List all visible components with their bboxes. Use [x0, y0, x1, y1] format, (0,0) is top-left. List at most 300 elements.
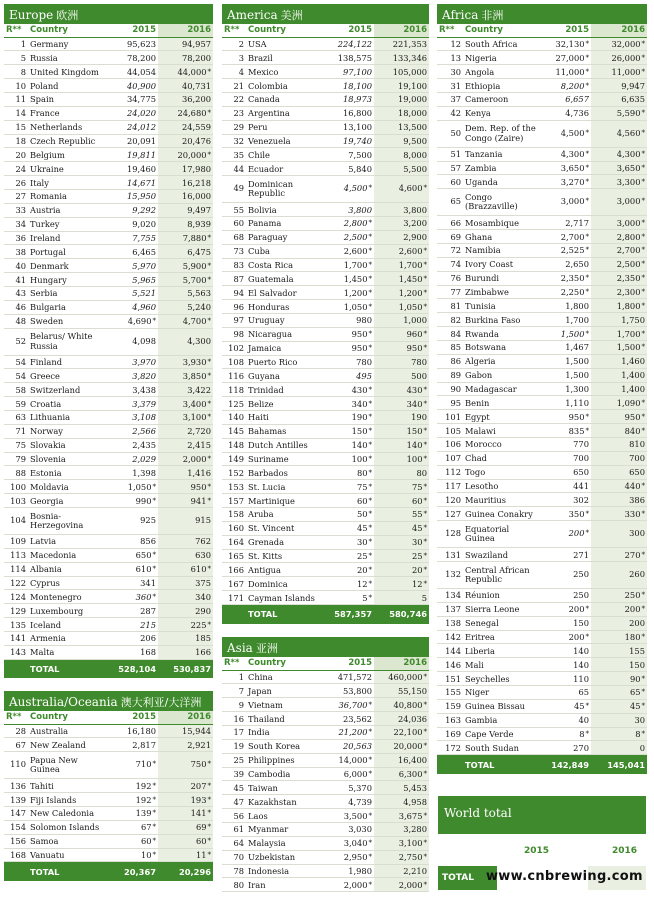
country-cell-text: Bahamas — [248, 426, 287, 437]
value-2016-cell-text: 19,100 — [397, 80, 427, 91]
estimate-asterisk: * — [207, 620, 211, 629]
estimate-asterisk: * — [152, 795, 156, 804]
estimate-asterisk: * — [423, 385, 427, 394]
table-row — [437, 79, 647, 93]
value-2015-cell — [541, 79, 591, 93]
value-2015-cell — [108, 65, 158, 79]
value-2015-cell — [541, 65, 591, 79]
rank-cell — [222, 795, 246, 809]
value-2016-cell — [591, 644, 647, 658]
value-2016-cell — [591, 562, 647, 589]
rank-cell-text: 128 — [445, 528, 461, 539]
country-cell — [28, 779, 108, 793]
value-2015-cell-text: 60 — [140, 836, 152, 847]
country-cell — [463, 686, 541, 700]
value-2015-cell-text: 1,980 — [348, 865, 372, 876]
rank-cell — [222, 244, 246, 258]
value-2015-cell — [108, 162, 158, 176]
country-cell-text: Slovakia — [30, 440, 66, 451]
country-cell-text: Zimbabwe — [465, 286, 509, 297]
value-2015-cell-text: 1,050 — [127, 481, 152, 492]
table-row — [222, 65, 429, 79]
value-2015-cell-text: 950 — [351, 343, 368, 354]
country-cell-text: Argentina — [248, 108, 290, 119]
rank-cell-text: 110 — [10, 759, 26, 770]
country-cell-text: Haiti — [248, 412, 269, 423]
value-2015-cell — [108, 273, 158, 287]
rank-cell — [4, 535, 28, 549]
country-cell — [246, 410, 324, 424]
country-cell — [28, 328, 108, 355]
rank-cell — [222, 822, 246, 836]
country-cell — [28, 632, 108, 646]
value-2016-cell-text: 15,944 — [181, 725, 211, 736]
value-2016-cell — [158, 618, 213, 632]
rank-cell — [437, 327, 463, 341]
rank-cell-text: 134 — [445, 590, 461, 601]
country-cell — [246, 424, 324, 438]
estimate-asterisk: * — [368, 247, 372, 256]
value-2016-cell-text: 2,210 — [403, 865, 427, 876]
rank-cell — [437, 602, 463, 616]
country-cell-text: Nigeria — [465, 52, 497, 63]
rank-cell-text: 88 — [15, 467, 26, 478]
rank-cell-text: 122 — [10, 578, 26, 588]
value-2016-cell-text: 3,000 — [616, 217, 641, 228]
value-2016-cell — [158, 410, 213, 424]
country-cell-text: Malawi — [465, 425, 496, 436]
rank-cell — [4, 217, 28, 231]
rank-cell — [437, 106, 463, 120]
rank-cell — [437, 120, 463, 147]
country-cell — [246, 397, 324, 411]
value-2016-cell-text: 185 — [195, 633, 211, 644]
table-row — [437, 257, 647, 271]
country-cell — [463, 285, 541, 299]
estimate-asterisk: * — [368, 454, 372, 463]
country-cell-text: Peru — [248, 122, 268, 133]
country-cell-text: Malaysia — [248, 838, 286, 849]
estimate-asterisk: * — [641, 605, 645, 614]
estimate-asterisk: * — [207, 233, 211, 242]
rank-cell-text: 61 — [233, 824, 244, 835]
estimate-asterisk: * — [207, 454, 211, 463]
rank-cell-text: 8 — [20, 66, 26, 77]
country-cell — [463, 216, 541, 230]
value-2015-cell-text: 44,054 — [126, 66, 156, 77]
table-row — [437, 230, 647, 244]
value-2016-cell — [591, 51, 647, 65]
rank-cell — [4, 410, 28, 424]
value-2015-cell — [108, 452, 158, 466]
value-2016-cell — [591, 271, 647, 285]
table-row — [4, 494, 213, 508]
value-2016-cell — [374, 216, 429, 230]
value-2015-cell — [324, 739, 374, 753]
table-row — [4, 79, 213, 93]
value-2016-cell-text: 4,300 — [187, 335, 211, 346]
estimate-asterisk: * — [423, 672, 427, 681]
rank-cell — [222, 383, 246, 397]
country-cell-text: Norway — [30, 426, 63, 437]
country-cell — [246, 878, 324, 892]
value-2015-cell — [324, 286, 374, 300]
value-2016-cell-text: 340 — [406, 398, 423, 409]
value-2015-cell — [324, 383, 374, 397]
value-2016-cell — [591, 230, 647, 244]
table-row — [437, 340, 647, 354]
value-2015-cell-text: 75 — [356, 481, 368, 492]
country-cell-text: South Africa — [465, 38, 518, 49]
country-cell — [246, 452, 324, 466]
country-cell-text: Gabon — [465, 370, 493, 381]
value-2015-cell-text: 192 — [135, 780, 152, 791]
value-2016-cell — [374, 369, 429, 383]
rank-cell — [222, 341, 246, 355]
value-2016-cell-text: 1,200 — [398, 287, 423, 298]
value-2016-cell — [591, 602, 647, 616]
europe-header — [4, 4, 213, 24]
rank-cell-text: 41 — [15, 274, 26, 285]
total-label-text: TOTAL — [30, 866, 60, 877]
value-2015-cell-text: 20,563 — [342, 741, 372, 752]
country-cell-text: Ghana — [465, 231, 493, 242]
table-row — [4, 632, 213, 646]
table-row — [437, 92, 647, 106]
rank-cell-text: 14 — [15, 108, 26, 119]
value-2016-cell-text: 3,300 — [616, 176, 641, 187]
value-2016-cell-text: 166 — [195, 647, 211, 658]
value-2016-cell — [374, 577, 429, 591]
value-2015-cell-text: 350 — [568, 508, 585, 519]
country-cell-text: Indonesia — [248, 865, 290, 876]
table-row — [4, 480, 213, 494]
country-cell — [463, 521, 541, 548]
rank-cell-text: 47 — [233, 796, 244, 807]
value-2015-cell — [324, 535, 374, 549]
country-cell-text: Honduras — [248, 301, 290, 312]
table-row — [4, 369, 213, 383]
country-cell — [463, 161, 541, 175]
table-row — [4, 328, 213, 355]
value-2016-cell-text: 3,850 — [182, 370, 207, 381]
value-2016-cell-text: 11,000 — [611, 66, 641, 77]
rank-cell-text: 142 — [445, 632, 461, 642]
value-2015-cell-text: 341 — [140, 578, 156, 588]
table-row — [4, 383, 213, 397]
country-cell — [463, 299, 541, 313]
estimate-asterisk: * — [368, 552, 372, 560]
value-2015-cell — [108, 37, 158, 51]
value-2015-cell-text: 192 — [135, 794, 152, 805]
total-row — [437, 755, 647, 774]
country-cell-text: Venezuela — [248, 135, 291, 146]
table-row — [4, 176, 213, 190]
country-cell-text: El Salvador — [248, 287, 297, 298]
rank-cell-text: 2 — [238, 38, 244, 49]
rank-cell — [4, 286, 28, 300]
value-2015-cell — [541, 644, 591, 658]
rank-cell — [4, 590, 28, 604]
rank-cell-text: 60 — [450, 176, 461, 187]
total-spacer — [222, 605, 246, 624]
value-2015-cell-text: 287 — [140, 605, 156, 616]
rank-cell-text: 168 — [10, 849, 26, 860]
value-2015-cell — [541, 327, 591, 341]
rank-cell — [222, 65, 246, 79]
value-2016-cell-text: 2,700 — [616, 245, 641, 256]
estimate-asterisk: * — [368, 274, 372, 283]
rank-cell — [437, 285, 463, 299]
country-cell — [463, 79, 541, 93]
country-cell — [28, 383, 108, 397]
value-2015-cell — [108, 203, 158, 217]
value-2015-cell-text: 2,566 — [132, 426, 156, 437]
rank-cell-text: 54 — [15, 370, 26, 381]
value-2016-cell-text: 20,000 — [177, 149, 207, 160]
rank-cell — [222, 698, 246, 712]
table-row — [437, 216, 647, 230]
country-cell — [28, 259, 108, 273]
country-cell — [28, 176, 108, 190]
value-2016-cell — [158, 779, 213, 793]
value-2015-cell — [108, 779, 158, 793]
col-country: Country — [28, 711, 108, 724]
value-2016-cell-text: 941 — [190, 495, 207, 506]
table-row — [4, 535, 213, 549]
rank-cell — [222, 864, 246, 878]
value-2016-cell-text: 386 — [629, 494, 645, 505]
table-row — [222, 300, 429, 314]
value-2016-cell-text: 30 — [411, 537, 423, 548]
estimate-asterisk: * — [152, 809, 156, 818]
table-row — [4, 724, 213, 738]
rank-cell-text: 4 — [238, 66, 244, 77]
table-row — [222, 836, 429, 850]
value-2015-cell-text: 224,122 — [337, 38, 372, 49]
value-2015-cell — [324, 725, 374, 739]
rank-cell-text: 156 — [10, 836, 26, 847]
rank-cell — [4, 452, 28, 466]
col-2016: 2016 — [591, 24, 647, 37]
value-2016-cell — [374, 739, 429, 753]
value-2015-cell — [108, 793, 158, 807]
estimate-asterisk: * — [423, 427, 427, 436]
rank-cell-text: 66 — [450, 217, 461, 228]
value-2015-cell-text: 140 — [573, 659, 589, 670]
country-cell — [463, 410, 541, 424]
value-2015-cell — [541, 548, 591, 562]
table-row — [4, 806, 213, 820]
value-2016-cell — [374, 355, 429, 369]
value-2016-cell — [158, 231, 213, 245]
value-2016-cell — [374, 424, 429, 438]
estimate-asterisk: * — [152, 551, 156, 560]
country-cell-text: Tanzania — [465, 149, 503, 160]
value-2015-cell — [324, 300, 374, 314]
rank-cell-text: 116 — [228, 370, 244, 381]
estimate-asterisk: * — [585, 39, 589, 48]
value-2016-cell — [158, 355, 213, 369]
value-2015-cell — [541, 120, 591, 147]
rank-cell-text: 138 — [445, 618, 461, 629]
country-cell-text: Ethiopia — [465, 80, 501, 91]
value-2015-cell — [108, 300, 158, 314]
estimate-asterisk: * — [368, 538, 372, 547]
country-cell-text: Ukraine — [30, 163, 64, 174]
country-cell-text: Dutch Antilles — [248, 440, 308, 451]
value-2015-cell-text: 1,398 — [132, 467, 156, 478]
value-2015-cell — [324, 809, 374, 823]
rank-cell-text: 60 — [233, 218, 244, 229]
rank-cell — [222, 563, 246, 577]
value-2015-cell-text: 150 — [351, 426, 368, 437]
rank-cell — [4, 806, 28, 820]
value-2016-cell-text: 5,240 — [187, 302, 211, 313]
value-2015-cell — [108, 369, 158, 383]
value-2015-cell — [541, 451, 591, 465]
country-cell-text: Nicaragua — [248, 329, 293, 340]
value-2016-cell-text: 0 — [639, 742, 645, 753]
rank-cell — [222, 712, 246, 726]
value-2015-cell — [108, 286, 158, 300]
table-row — [4, 217, 213, 231]
rank-cell-text: 73 — [233, 246, 244, 257]
rank-cell — [437, 147, 463, 161]
rank-cell-text: 33 — [15, 205, 26, 216]
estimate-asterisk: * — [641, 343, 645, 352]
value-2015-cell — [324, 341, 374, 355]
estimate-asterisk: * — [585, 67, 589, 76]
value-2015-cell-text: 200 — [568, 604, 585, 615]
estimate-asterisk: * — [368, 565, 372, 574]
total-label-text: TOTAL — [248, 609, 278, 620]
estimate-asterisk: * — [641, 730, 645, 739]
country-cell — [28, 397, 108, 411]
value-2015-cell-text: 2,950 — [343, 852, 368, 863]
estimate-asterisk: * — [423, 728, 427, 737]
value-2015-cell — [108, 231, 158, 245]
table-row — [4, 590, 213, 604]
country-cell — [463, 37, 541, 51]
value-2016-cell-text: 55 — [411, 509, 423, 520]
rank-cell — [4, 480, 28, 494]
country-cell-text: Dem. Rep. of the Congo (Zaire) — [465, 123, 536, 143]
rank-cell — [222, 176, 246, 203]
total-2016-text: 580,746 — [389, 609, 427, 620]
value-2015-cell — [324, 480, 374, 494]
table-row — [222, 383, 429, 397]
value-2015-cell — [324, 355, 374, 369]
total-row — [4, 862, 213, 881]
value-2015-cell — [541, 368, 591, 382]
country-cell-text: Brazil — [248, 52, 273, 63]
value-2016-cell-text: 2,800 — [616, 231, 641, 242]
country-cell — [463, 602, 541, 616]
rank-cell — [4, 189, 28, 203]
value-2016-cell-text: 1,000 — [403, 315, 427, 326]
value-2015-cell — [108, 590, 158, 604]
rank-cell — [222, 397, 246, 411]
rank-cell-text: 32 — [233, 135, 244, 146]
value-2016-cell — [158, 51, 213, 65]
asia-header — [222, 637, 429, 657]
country-cell-text: India — [248, 727, 270, 738]
table-row — [222, 79, 429, 93]
value-2015-cell-text: 1,500 — [565, 370, 589, 381]
country-cell-text: Uganda — [465, 176, 498, 187]
value-2016-cell-text: 80 — [416, 467, 427, 478]
col-rank: R** — [4, 24, 28, 37]
country-cell — [246, 106, 324, 120]
country-cell — [246, 549, 324, 563]
estimate-asterisk: * — [641, 412, 645, 421]
country-cell — [28, 79, 108, 93]
country-cell — [28, 314, 108, 328]
value-2015-cell — [108, 328, 158, 355]
value-2016-cell-text: 36,200 — [181, 94, 211, 105]
value-2016-cell — [591, 630, 647, 644]
rank-cell — [4, 508, 28, 535]
country-cell — [463, 658, 541, 672]
estimate-asterisk: * — [207, 67, 211, 76]
value-2015-cell-text: 3,108 — [132, 412, 156, 423]
value-2016-cell — [591, 37, 647, 51]
table-row — [4, 848, 213, 862]
value-2015-cell — [541, 299, 591, 313]
value-2015-cell — [541, 354, 591, 368]
value-2016-cell-text: 4,700 — [182, 316, 207, 327]
value-2016-cell-text: 69 — [195, 822, 207, 833]
value-2016-cell-text: 100 — [406, 453, 423, 464]
country-cell — [463, 147, 541, 161]
value-2016-cell-text: 6,300 — [398, 768, 423, 779]
country-cell-text: Cyprus — [30, 578, 60, 588]
value-2015-cell — [108, 134, 158, 148]
value-2016-cell — [158, 466, 213, 480]
value-2015-cell — [324, 591, 374, 605]
value-2015-cell-text: 650 — [573, 467, 589, 478]
value-2016-cell — [158, 106, 213, 120]
table-row — [4, 355, 213, 369]
value-2016-cell — [374, 37, 429, 51]
country-cell-text: Thailand — [248, 713, 285, 724]
value-2016-cell — [591, 658, 647, 672]
value-2016-cell-text: 430 — [406, 384, 423, 395]
value-2015-cell — [324, 684, 374, 698]
estimate-asterisk: * — [641, 150, 645, 159]
estimate-asterisk: * — [641, 509, 645, 518]
country-cell-text: Austria — [30, 205, 61, 216]
country-cell — [28, 438, 108, 452]
value-2016-cell-text: 840 — [624, 425, 641, 436]
country-cell-text: Tahiti — [30, 780, 54, 791]
rank-cell-text: 106 — [445, 439, 461, 450]
value-2015-cell-text: 9,292 — [132, 205, 156, 216]
value-2016-cell — [374, 65, 429, 79]
table-row — [4, 562, 213, 576]
europe-title: Europe — [9, 8, 54, 22]
country-cell-text: Dominican Republic — [248, 178, 294, 199]
rank-cell — [222, 313, 246, 327]
table-row — [222, 577, 429, 591]
rank-cell-text: 30 — [450, 66, 461, 77]
col-2015: 2015 — [541, 24, 591, 37]
table-row — [437, 327, 647, 341]
rank-cell-text: 26 — [15, 177, 26, 188]
value-2015-cell — [108, 645, 158, 659]
country-cell — [246, 795, 324, 809]
